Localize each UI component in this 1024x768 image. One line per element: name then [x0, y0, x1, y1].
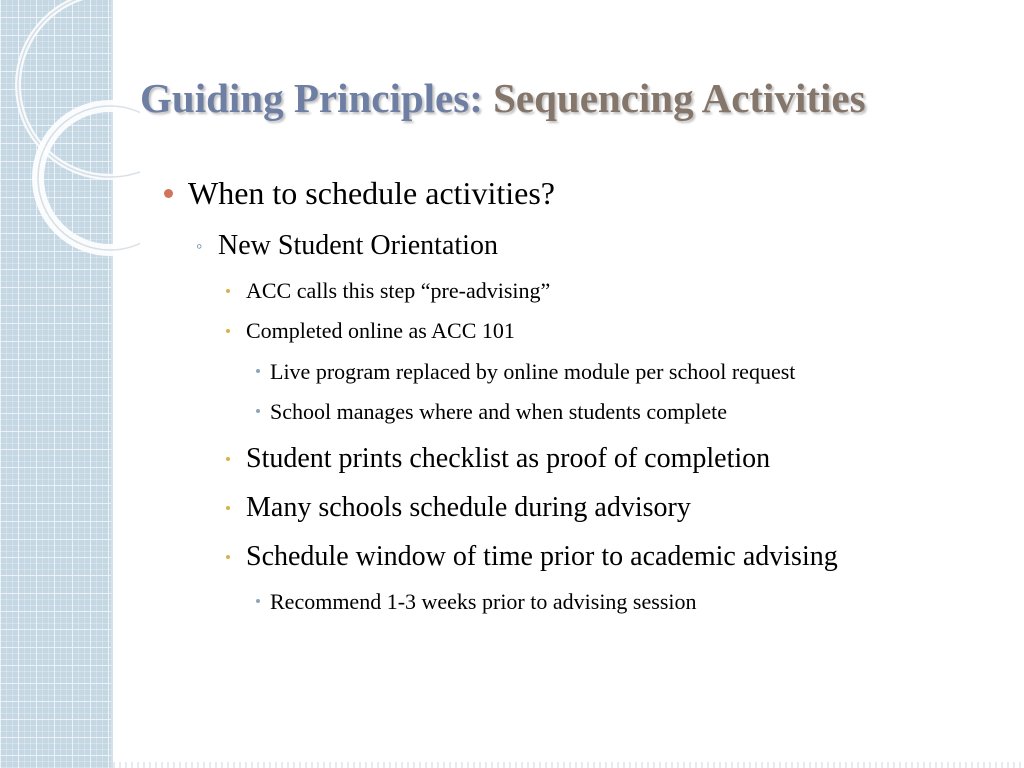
bullet-item — [246, 491, 691, 525]
bullet-text: Many schools schedule during advisory — [246, 492, 691, 523]
title-secondary: Sequencing Activities — [493, 75, 866, 121]
bullet-text: New Student Orientation — [218, 230, 498, 261]
bullet-text: Student prints checklist as proof of completion — [246, 443, 771, 474]
bullet-dot-icon — [226, 457, 230, 461]
bullet-text: Schedule window of time prior to academic advising — [246, 541, 838, 572]
bullet-dot-icon — [256, 409, 260, 413]
title-primary: Guiding Principles: — [140, 75, 483, 121]
bullet-dot-icon — [256, 599, 260, 603]
ring-bullet-icon: ◦ — [196, 236, 203, 256]
bullet-text: Live program replaced by online module per school request — [270, 359, 796, 384]
bullet-dot-icon — [226, 555, 230, 559]
bullet-item — [270, 358, 795, 386]
bullet-text: School manages where and when students complete — [270, 399, 727, 424]
bullet-dot-icon — [226, 289, 230, 293]
bullet-dot-icon — [226, 506, 230, 510]
bullet-item — [188, 174, 555, 212]
bullet-item — [270, 398, 727, 426]
bullet-item — [246, 442, 770, 476]
bullet-item — [270, 588, 697, 616]
bullet-dot-icon — [226, 329, 230, 333]
bullet-text: Completed online as ACC 101 — [246, 318, 515, 343]
bullet-dot-icon — [164, 189, 173, 198]
bullet-item — [246, 540, 838, 574]
bullet-text: Recommend 1-3 weeks prior to advising session — [270, 589, 697, 614]
bullet-dot-icon — [256, 369, 260, 373]
bullet-item — [196, 229, 498, 263]
bullet-item — [246, 277, 550, 305]
bullet-item — [246, 317, 515, 345]
bullet-text: When to schedule activities? — [188, 175, 555, 211]
bullet-text: ACC calls this step “pre-advising” — [246, 278, 551, 303]
